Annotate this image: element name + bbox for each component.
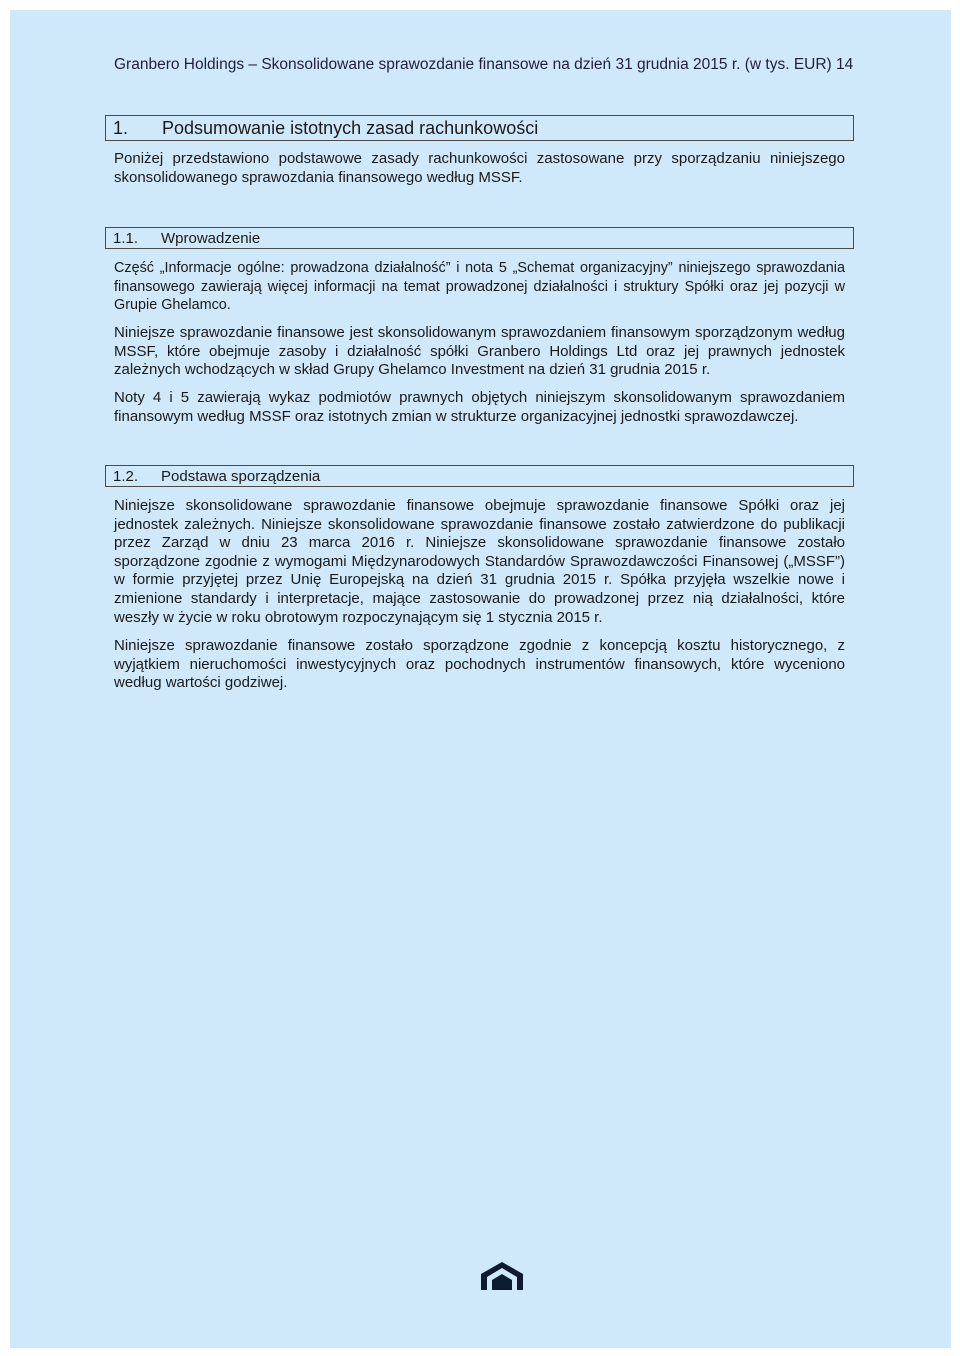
section-1-1-paragraph-1: Część „Informacje ogólne: prowadzona działalność” i nota 5 „Schemat organizacyjny” niniejszego sprawozdania finansowego zawierają więcej informacji na temat prowadzonej działalności i struktury Spółki oraz jej pozycji w Grupie Ghelamco. [114, 260, 845, 314]
section-1-2-title: Podstawa sporządzenia [161, 467, 321, 485]
section-1-1-paragraph-2: Niniejsze sprawozdanie finansowe jest skonsolidowanym sprawozdaniem finansowym sporządzonym według MSSF, które obejmuje zasoby i działalność spółki Granbero Holdings Ltd oraz jej prawnych jednostek zależnych wchodzących w skład Grupy Ghelamco Investment na dzień 31 grudnia 2015 r. [114, 324, 845, 379]
document-page [10, 10, 951, 1348]
section-1-2-heading [105, 465, 854, 487]
section-1-2-paragraph-1: Niniejsze skonsolidowane sprawozdanie finansowe obejmuje sprawozdanie finansowe Spółki oraz jej jednostek zależnych. Niniejsze skonsolidowane sprawozdanie finansowe zostało zatwierdzone do publikacji przez Zarząd w dniu 23 marca 2016 r. Niniejsze skonsolidowane sprawozdanie finansowe zostało sporządzone zgodnie z wymogami Międzynarodowych Standardów Sprawozdawczości Finansowej („MSSF”) w formie przyjętej przez Unię Europejską na dzień 31 grudnia 2015 r. Spółka przyjęła wszelkie nowe i zmienione standardy i interpretacje, mające zastosowanie do prowadzonej przez nią działalności, które weszły w życie w roku obrotowym rozpoczynającym się 1 stycznia 2015 r. [114, 497, 845, 626]
section-1-heading [105, 115, 854, 141]
section-1-1-paragraph-3: Noty 4 i 5 zawierają wykaz podmiotów prawnych objętych niniejszym skonsolidowanym sprawozdaniem finansowym według MSSF oraz istotnych zmian w strukturze organizacyjnej jednostki sprawozdawczej. [114, 389, 845, 425]
section-1-1-number: 1.1. [113, 229, 139, 247]
section-1-1-heading [105, 227, 854, 249]
section-1-title: Podsumowanie istotnych zasad rachunkowości [162, 117, 539, 138]
section-1-1-title: Wprowadzenie [161, 229, 261, 247]
section-1-2-number: 1.2. [113, 467, 139, 485]
section-1-intro: Poniżej przedstawiono podstawowe zasady rachunkowości zastosowane przy sporządzaniu niniejszego skonsolidowanego sprawozdania finansowego według MSSF. [114, 150, 845, 186]
section-1-2-paragraph-2: Niniejsze sprawozdanie finansowe zostało sporządzone zgodnie z koncepcją kosztu historycznego, z wyjątkiem nieruchomości inwestycyjnych oraz pochodnych instrumentów finansowych, które wyceniono według wartości godziwej. [114, 637, 845, 692]
ghelamco-logo-icon [479, 1260, 525, 1292]
section-1-number: 1. [113, 117, 129, 138]
running-header: Granbero Holdings – Skonsolidowane sprawozdanie finansowe na dzień 31 grudnia 2015 r. (w tys. EUR) 14 [114, 56, 854, 73]
